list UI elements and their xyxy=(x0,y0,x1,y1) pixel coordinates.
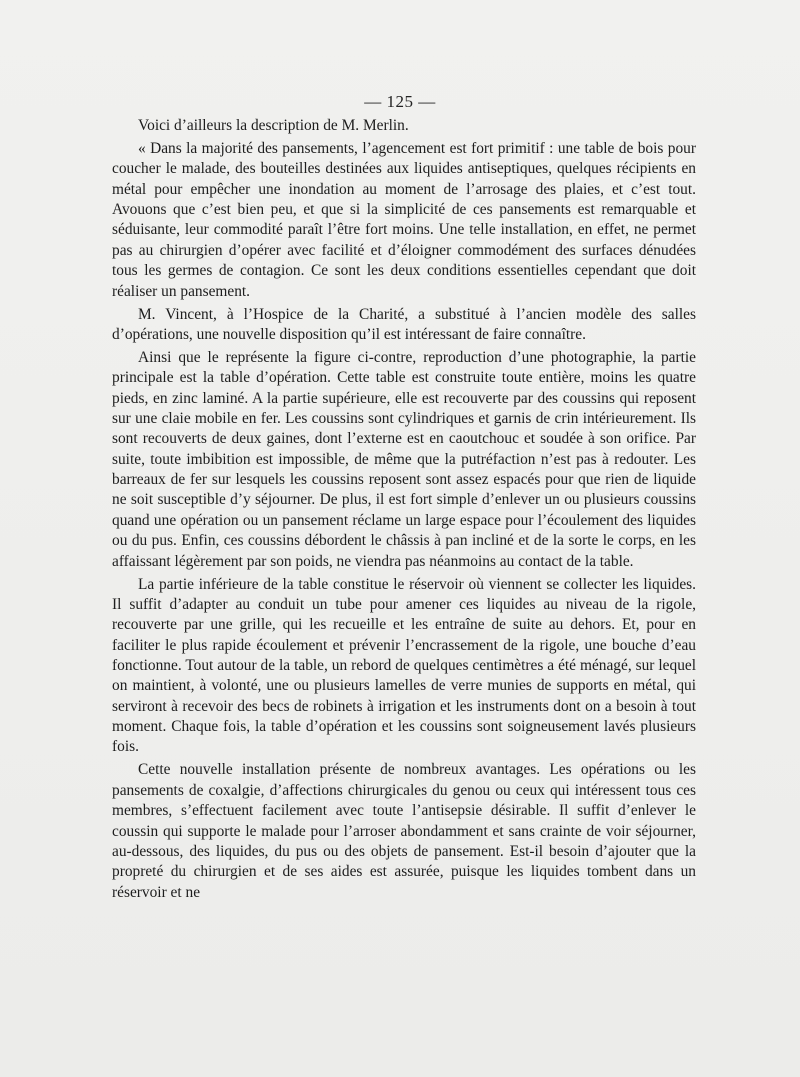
paragraph-advantages: Cette nouvelle installation présente de nombreux avantages. Les opérations ou les pansements de coxalgie, d’affections chirurgicales du genou ou ceux qui intéressent tous ces membres, s’effectuent facilement avec toute l’antisepsie désirable. Il suffit d’enlever le coussin qui supporte le malade pour l’arroser abondamment et sans crainte de voir séjourner, au-dessous, des liquides, du pus ou des objets de pansement. Est-il besoin d’ajouter que la propreté du chirurgien et de ses aides est assurée, puisque les liquides tombent dans un réservoir et ne xyxy=(112,761,696,901)
body-text xyxy=(112,116,696,903)
paragraph-vincent: M. Vincent, à l’Hospice de la Charité, a substitué à l’ancien modèle des salles d’opérations, une nouvelle disposition qu’il est intéressant de faire connaître. xyxy=(112,305,696,343)
paragraph-reservoir: La partie inférieure de la table constitue le réservoir où viennent se collecter les liquides. Il suffit d’adapter au conduit un tube pour amener ces liquides au niveau de la rigole, recouverte par une grille, qui les recueille et les entraîne de suite au dehors. Et, pour en faciliter le plus rapide écoulement et prévenir l’encrassement de la rigole, une bouche d’eau fonctionne. Tout autour de la table, un rebord de quelques centimètres a été ménagé, sur lequel on maintient, à volonté, une ou plusieurs lamelles de verre munies de supports en métal, qui serviront à recevoir des becs de robinets à irrigation et les instruments dont on a besoin à tout moment. Chaque fois, la table d’opération et les coussins sont soigneusement lavés plusieurs fois. xyxy=(112,575,696,756)
paragraph-merlin-quote: « Dans la majorité des pansements, l’agencement est fort primitif : une table de bois pour coucher le malade, des bouteilles destinées aux liquides antiseptiques, quelques récipients en métal pour empêcher une inondation au moment de l’arrosage des plaies, et c’est tout. Avouons que c’est bien peu, et que si la simplicité de ces pansements est remarquable et séduisante, leur commodité paraît l’être fort moins. Une telle installation, en effet, ne permet pas au chirurgien d’opérer avec facilité et d’éloigner commodément des surfaces dénudées tous les germes de contagion. Ce sont les deux conditions essentielles cependant que doit réaliser un pansement. xyxy=(112,140,696,300)
paragraph-table-description: Ainsi que le représente la figure ci-contre, reproduction d’une photographie, la partie principale est la table d’opération. Cette table est construite toute entière, moins les quatre pieds, en zinc laminé. A la partie supérieure, elle est recouverte par des coussins qui reposent sur une claie mobile en fer. Les coussins sont cylindriques et garnis de crin intérieurement. Ils sont recouverts de deux gaines, dont l’externe est en caoutchouc et soudée à son orifice. Par suite, toute imbibition est impossible, de même que la putréfaction n’est pas à redouter. Les barreaux de fer sur lesquels les coussins reposent sont assez espacés pour que rien de liquide ne soit susceptible d’y séjourner. De plus, il est fort simple d’enlever un ou plusieurs coussins quand une opération ou un pansement réclame un large espace pour l’écoulement des liquides ou du pus. Enfin, ces coussins débordent le châssis à pan incliné et de la sorte le corps, en les affaissant légèrement par son poids, ne viendra pas néanmoins au contact de la table. xyxy=(112,349,696,570)
paragraph-intro: Voici d’ailleurs la description de M. Merlin. xyxy=(138,117,409,134)
page-number: — 125 — xyxy=(364,92,436,111)
